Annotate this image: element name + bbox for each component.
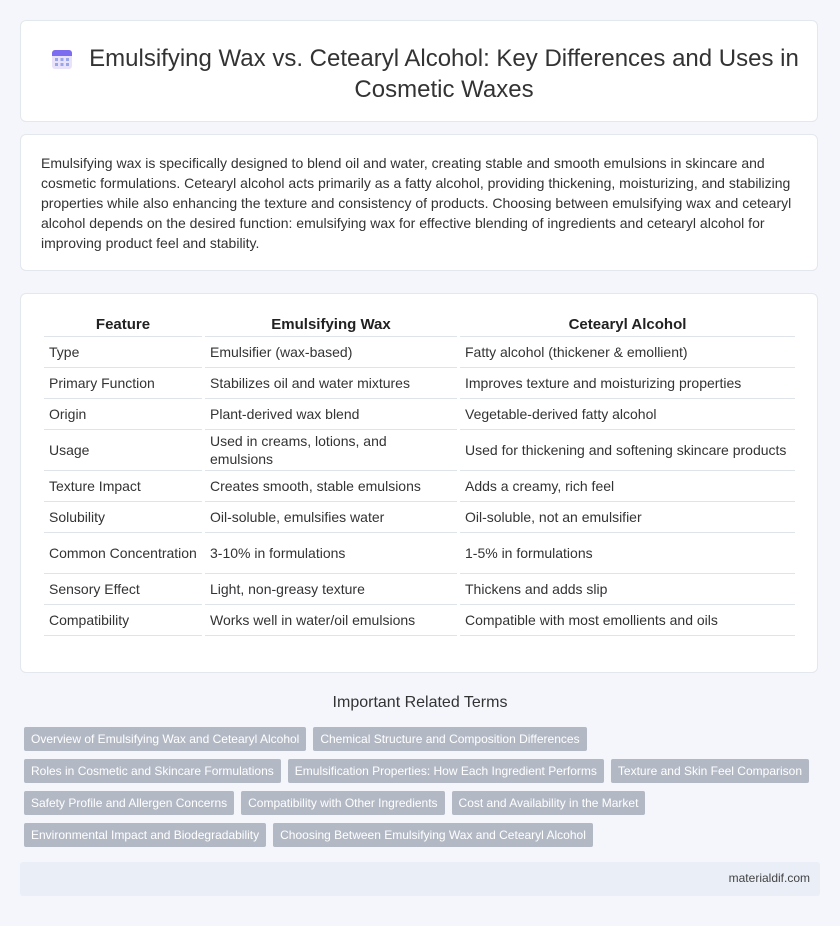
table-cell: Adds a creamy, rich feel — [460, 471, 795, 502]
related-term-tag[interactable]: Texture and Skin Feel Comparison — [611, 759, 809, 783]
related-term-tag[interactable]: Safety Profile and Allergen Concerns — [24, 791, 234, 815]
table-cell: Oil-soluble, emulsifies water — [205, 502, 457, 533]
table-cell: Compatible with most emollients and oils — [460, 605, 795, 636]
comparison-table — [41, 314, 798, 636]
header-card — [20, 20, 818, 122]
table-cell: Texture Impact — [44, 471, 202, 502]
comparison-table-card — [20, 293, 818, 673]
header-feature: Feature — [44, 314, 202, 337]
related-term-tag[interactable]: Environmental Impact and Biodegradability — [24, 823, 266, 847]
intro-text: Emulsifying wax is specifically designed to blend oil and water, creating stable and smooth emulsions in skincare and cosmetic formulations. Cetearyl alcohol acts primarily as a fatty alcohol, providing thickening, moisturizing, and stabilizing properties while also enhancing the texture and consistency of products. Choosing between emulsifying wax and cetearyl alcohol depends on the desired function: emulsifying wax for effective blending of ingredients and cetearyl alcohol for improving product feel and stability. — [41, 155, 792, 251]
table-cell: Stabilizes oil and water mixtures — [205, 368, 457, 399]
table-row — [44, 605, 795, 636]
table-cell: Improves texture and moisturizing properties — [460, 368, 795, 399]
table-cell: Origin — [44, 399, 202, 430]
page-title: Emulsifying Wax vs. Cetearyl Alcohol: Key Differences and Uses in Cosmetic Waxes — [89, 45, 799, 103]
table-cell: Usage — [44, 430, 202, 471]
related-term-tag[interactable]: Overview of Emulsifying Wax and Cetearyl Alcohol — [24, 727, 306, 751]
related-term-tag[interactable]: Choosing Between Emulsifying Wax and Cetearyl Alcohol — [273, 823, 593, 847]
table-cell: Type — [44, 337, 202, 368]
header-cetearyl-alcohol: Cetearyl Alcohol — [460, 314, 795, 337]
table-cell: Sensory Effect — [44, 574, 202, 605]
table-cell: Common Concentration — [44, 533, 202, 574]
calendar-icon — [51, 48, 73, 70]
table-cell: Thickens and adds slip — [460, 574, 795, 605]
related-term-tag[interactable]: Roles in Cosmetic and Skincare Formulations — [24, 759, 281, 783]
table-cell: 3-10% in formulations — [205, 533, 457, 574]
footer — [20, 862, 820, 896]
table-cell: Primary Function — [44, 368, 202, 399]
footer-site-link[interactable]: materialdif.com — [728, 871, 810, 885]
table-row — [44, 399, 795, 430]
related-term-tag[interactable]: Chemical Structure and Composition Differences — [313, 727, 586, 751]
table-row — [44, 533, 795, 574]
table-cell: Works well in water/oil emulsions — [205, 605, 457, 636]
table-row — [44, 430, 795, 471]
related-term-tag[interactable]: Compatibility with Other Ingredients — [241, 791, 444, 815]
header-emulsifying-wax: Emulsifying Wax — [205, 314, 457, 337]
table-row — [44, 471, 795, 502]
table-cell: Compatibility — [44, 605, 202, 636]
table-cell: Vegetable-derived fatty alcohol — [460, 399, 795, 430]
table-cell: Plant-derived wax blend — [205, 399, 457, 430]
intro-card — [20, 134, 818, 271]
table-cell: Solubility — [44, 502, 202, 533]
table-row — [44, 337, 795, 368]
table-cell: Oil-soluble, not an emulsifier — [460, 502, 795, 533]
table-cell: Used in creams, lotions, and emulsions — [205, 430, 457, 471]
table-row — [44, 368, 795, 399]
table-header-row — [44, 314, 795, 337]
related-term-tag[interactable]: Emulsification Properties: How Each Ingredient Performs — [288, 759, 604, 783]
table-cell: Emulsifier (wax-based) — [205, 337, 457, 368]
related-terms-title: Important Related Terms — [332, 694, 508, 711]
table-cell: Used for thickening and softening skincare products — [460, 430, 795, 471]
table-cell: Fatty alcohol (thickener & emollient) — [460, 337, 795, 368]
related-terms-list — [24, 727, 824, 855]
table-cell: Light, non-greasy texture — [205, 574, 457, 605]
table-row — [44, 502, 795, 533]
table-cell: Creates smooth, stable emulsions — [205, 471, 457, 502]
related-term-tag[interactable]: Cost and Availability in the Market — [452, 791, 646, 815]
table-row — [44, 574, 795, 605]
table-cell: 1-5% in formulations — [460, 533, 795, 574]
